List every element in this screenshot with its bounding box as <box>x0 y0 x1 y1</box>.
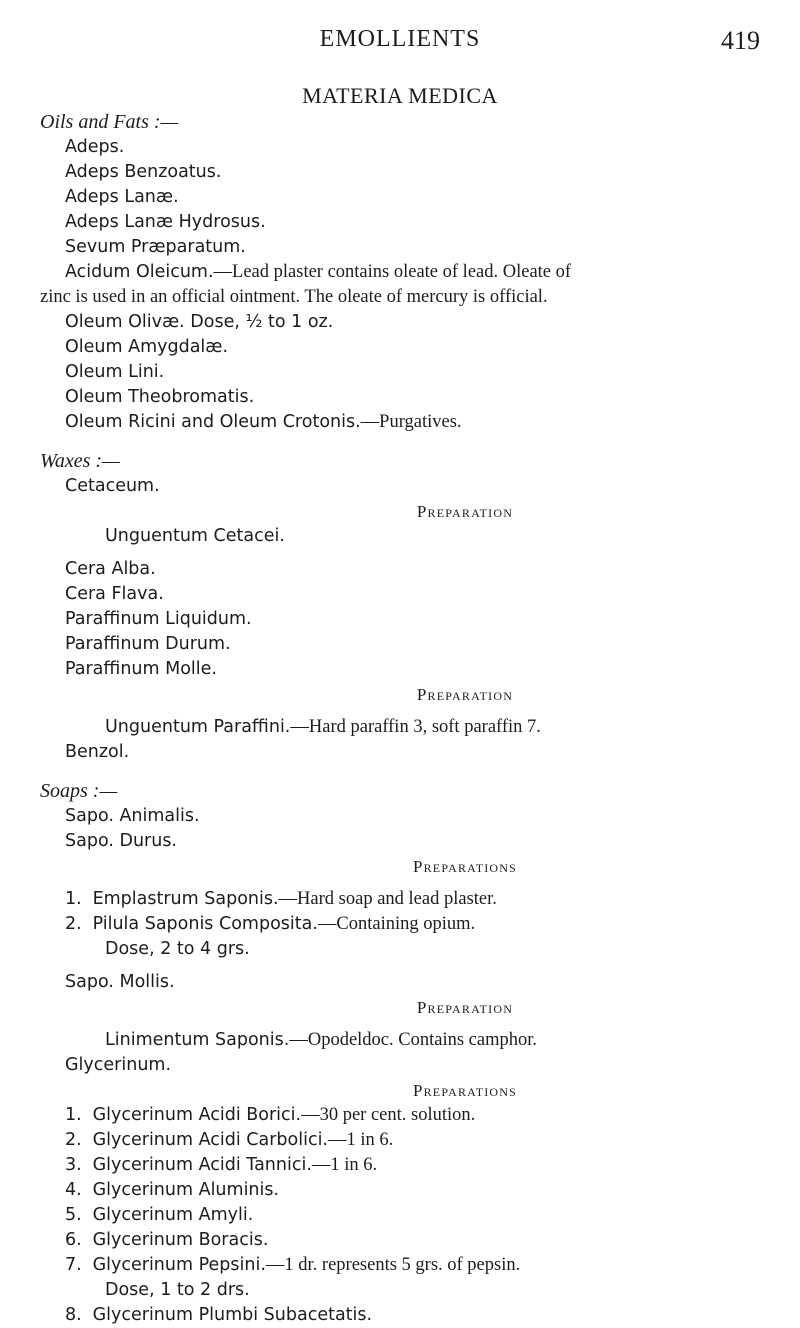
oleum-ricini-entry <box>0 410 800 435</box>
page-body <box>0 110 800 1328</box>
item-number: 2. <box>65 914 82 934</box>
dose-line: Dose, 2 to 4 grs. <box>105 939 250 959</box>
preparation-name: Glycerinum Acidi Carbolici. <box>92 1130 328 1150</box>
oils-heading: Oils and Fats :— <box>40 111 179 133</box>
wax-item: Cera Alba. <box>65 559 156 579</box>
oleic-acid-entry <box>0 260 800 285</box>
oleum-ricini-name: Oleum Ricini and Oleum Crotonis. <box>65 412 361 432</box>
page-header <box>0 20 800 60</box>
numbered-preparation <box>0 1253 800 1278</box>
oleic-acid-desc-cont: zinc is used in an official ointment. The oleate of mercury is official. <box>40 287 548 307</box>
item-number: 8. <box>65 1305 82 1325</box>
wax-item: Cetaceum. <box>65 476 160 496</box>
preparation-name: Unguentum Paraffini. <box>105 717 291 737</box>
preparation-name: Glycerinum Acidi Borici. <box>92 1105 302 1125</box>
wax-item: Cera Flava. <box>65 584 164 604</box>
soap-item: Sapo. Animalis. <box>65 806 200 826</box>
preparation-name: Glycerinum Acidi Tannici. <box>92 1155 312 1175</box>
preparation-name: Glycerinum Aluminis. <box>92 1180 280 1200</box>
numbered-preparation <box>0 1128 800 1153</box>
preparation-name: Linimentum Saponis. <box>105 1030 290 1050</box>
soap-item: Sapo. Durus. <box>65 831 177 851</box>
oleum-ricini-desc: —Purgatives. <box>360 412 462 432</box>
waxes-heading: Waxes :— <box>40 450 120 472</box>
page-number: 419 <box>721 26 760 55</box>
numbered-preparation <box>0 1228 800 1253</box>
preparation-name: Glycerinum Plumbi Subacetatis. <box>92 1305 373 1325</box>
item-number: 6. <box>65 1230 82 1250</box>
preparation-name: Pilula Saponis Composita. <box>92 914 318 934</box>
preparation-desc: —1 dr. represents 5 grs. of pepsin. <box>265 1255 521 1275</box>
preparations-label: Preparations <box>412 1081 518 1100</box>
numbered-preparation <box>0 912 800 937</box>
item-number: 1. <box>65 889 82 909</box>
oil-item: Adeps Lanæ. <box>65 187 179 207</box>
numbered-preparation <box>0 1178 800 1203</box>
soap-item: Sapo. Mollis. <box>65 972 175 992</box>
oleic-acid-desc: —Lead plaster contains oleate of lead. Oleate of <box>213 262 572 282</box>
preparation-name: Glycerinum Amyli. <box>92 1205 254 1225</box>
preparations-label: Preparations <box>412 857 518 876</box>
dose-line: Dose, 1 to 2 drs. <box>105 1280 250 1300</box>
item-number: 5. <box>65 1205 82 1225</box>
numbered-preparation <box>0 1153 800 1178</box>
wax-item: Paraffinum Molle. <box>65 659 217 679</box>
item-number: 2. <box>65 1130 82 1150</box>
preparation-desc: —1 in 6. <box>311 1155 378 1175</box>
preparation-item <box>0 1028 800 1053</box>
oil-item: Oleum Theobromatis. <box>65 387 255 407</box>
preparation-label: Preparation <box>416 998 514 1017</box>
preparation-label: Preparation <box>416 685 514 704</box>
preparation-label: Preparation <box>416 502 514 521</box>
item-number: 3. <box>65 1155 82 1175</box>
numbered-preparation <box>0 887 800 912</box>
preparation-name: Emplastrum Saponis. <box>92 889 279 909</box>
oil-item: Adeps Benzoatus. <box>65 162 222 182</box>
preparation-name: Glycerinum Pepsini. <box>92 1255 266 1275</box>
preparation-desc: —Hard paraffin 3, soft paraffin 7. <box>290 717 541 737</box>
oil-item: Sevum Præparatum. <box>65 237 246 257</box>
preparation-item <box>0 715 800 740</box>
preparation-desc: —Hard soap and lead plaster. <box>278 889 497 909</box>
glycerinum-entry: Glycerinum. <box>65 1055 172 1075</box>
running-head: EMOLLIENTS <box>319 26 481 52</box>
oleic-acid-name: Acidum Oleicum. <box>65 262 214 282</box>
section-title: MATERIA MEDICA <box>302 83 498 108</box>
oil-item: Oleum Lini. <box>65 362 165 382</box>
item-number: 7. <box>65 1255 82 1275</box>
soaps-heading: Soaps :— <box>40 780 118 802</box>
numbered-preparation <box>0 1103 800 1128</box>
item-number: 4. <box>65 1180 82 1200</box>
wax-item: Paraffinum Liquidum. <box>65 609 252 629</box>
oil-item: Oleum Amygdalæ. <box>65 337 229 357</box>
oil-item: Adeps. <box>65 137 125 157</box>
numbered-preparation <box>0 1203 800 1228</box>
item-number: 1. <box>65 1105 82 1125</box>
preparation-desc: —30 per cent. solution. <box>301 1105 476 1125</box>
oil-item: Adeps Lanæ Hydrosus. <box>65 212 266 232</box>
oleum-olivae-entry: Oleum Olivæ. Dose, ½ to 1 oz. <box>65 312 334 332</box>
preparation-item: Unguentum Cetacei. <box>105 526 285 546</box>
preparation-desc: —Opodeldoc. Contains camphor. <box>289 1030 537 1050</box>
wax-item: Benzol. <box>65 742 130 762</box>
wax-item: Paraffinum Durum. <box>65 634 231 654</box>
preparation-desc: —Containing opium. <box>317 914 476 934</box>
preparation-name: Glycerinum Boracis. <box>92 1230 269 1250</box>
preparation-desc: —1 in 6. <box>328 1130 394 1150</box>
